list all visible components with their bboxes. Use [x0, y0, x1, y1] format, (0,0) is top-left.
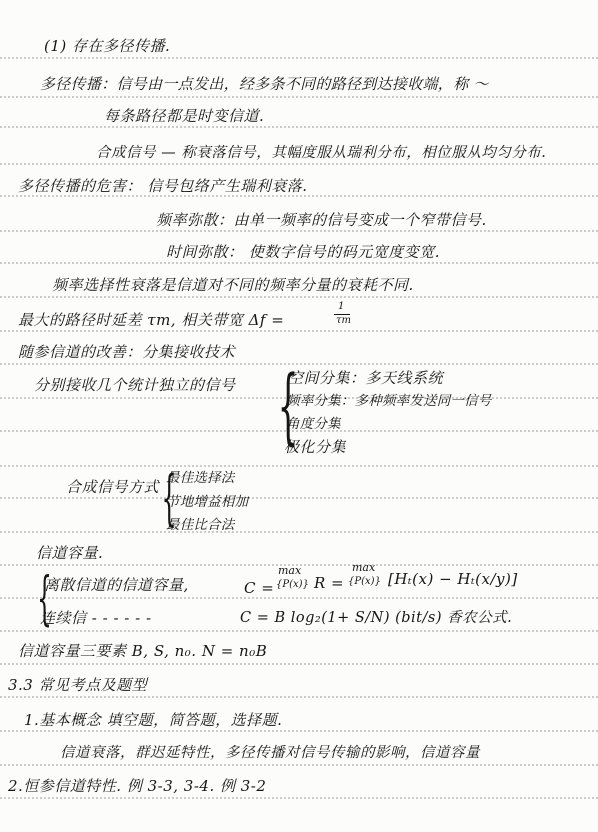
capacity-brace: { — [37, 564, 52, 632]
constant-channel-examples: 2.恒参信道特性. 例 3-3, 3-4. 例 3-2 — [8, 777, 267, 795]
max-sub-2: {P(x)} — [348, 576, 381, 587]
multipath-definition: 多径传播：信号由一点发出，经多条不同的路径到达接收端，称 ～ — [40, 75, 489, 93]
frequency-selective-fading: 频率选择性衰落是信道对不同的频率分量的衰耗不同. — [52, 276, 414, 294]
max-ratio-combining: 最佳比合法 — [166, 517, 235, 533]
basic-concepts-line: 1.基本概念 填空题，简答题，选择题. — [24, 711, 283, 729]
diversity-brace: { — [277, 359, 299, 454]
max-label-2: max — [352, 561, 376, 574]
space-diversity: 空间分集：多天线系统 — [288, 369, 444, 387]
random-channel-improvement: 随参信道的改善：分集接收技术 — [18, 343, 236, 361]
max-delay-line: 最大的路径时延差 τm, 相关带宽 Δf = — [18, 311, 285, 329]
diversity-intro: 分别接收几个统计独立的信号 — [34, 376, 236, 394]
discrete-c-equals: C = — [244, 579, 275, 597]
multipath-definition-cont: 每条路径都是时变信道. — [104, 107, 265, 125]
polarization-diversity: 极化分集 — [284, 438, 347, 456]
multipath-harm: 多径传播的危害： 信号包络产生瑞利衰落. — [18, 177, 308, 195]
continuous-channel-label: 连续信 - - - - - - — [40, 609, 152, 627]
r-equals: R = — [314, 574, 345, 592]
topics-list: 信道衰落，群迟延特性，多径传播对信号传输的影响，信道容量 — [60, 745, 480, 761]
combining-brace: { — [161, 463, 177, 533]
selection-combining: 最佳选择法 — [166, 470, 235, 486]
max-sub-1: {P(x)} — [276, 579, 309, 590]
composite-signal-note: 合成信号 — 称衰落信号，其幅度服从瑞利分布，相位服从均匀分布. — [96, 145, 547, 161]
fraction-denominator: τm — [336, 315, 352, 326]
section-3-3-heading: 3.3 常见考点及题型 — [8, 676, 148, 694]
heading-multipath: (1) 存在多径传播. — [44, 37, 171, 55]
mutual-information-expr: [Hₜ(x) − Hₜ(x/y)] — [388, 570, 518, 588]
angle-diversity: 角度分集 — [286, 416, 341, 432]
frequency-dispersion: 频率弥散：由单一频率的信号变成一个窄带信号. — [156, 211, 487, 229]
frequency-diversity: 频率分集：多种频率发送同一信号 — [286, 393, 492, 409]
max-label-1: max — [278, 564, 302, 577]
time-dispersion: 时间弥散： 使数字信号的码元宽度变宽. — [166, 243, 441, 261]
combining-methods: 合成信号方式 — [66, 478, 160, 496]
discrete-channel-capacity: 离散信道的信道容量, — [44, 576, 189, 594]
capacity-three-elements: 信道容量三要素 B, S, n₀. N = n₀B — [18, 642, 268, 660]
shannon-formula: C = B log₂(1+ S/N) (bit/s) 香农公式. — [240, 610, 513, 626]
equal-gain-combining: 节地增益相加 — [166, 494, 249, 510]
channel-capacity-heading: 信道容量. — [36, 544, 104, 562]
fraction-numerator: 1 — [338, 301, 345, 312]
